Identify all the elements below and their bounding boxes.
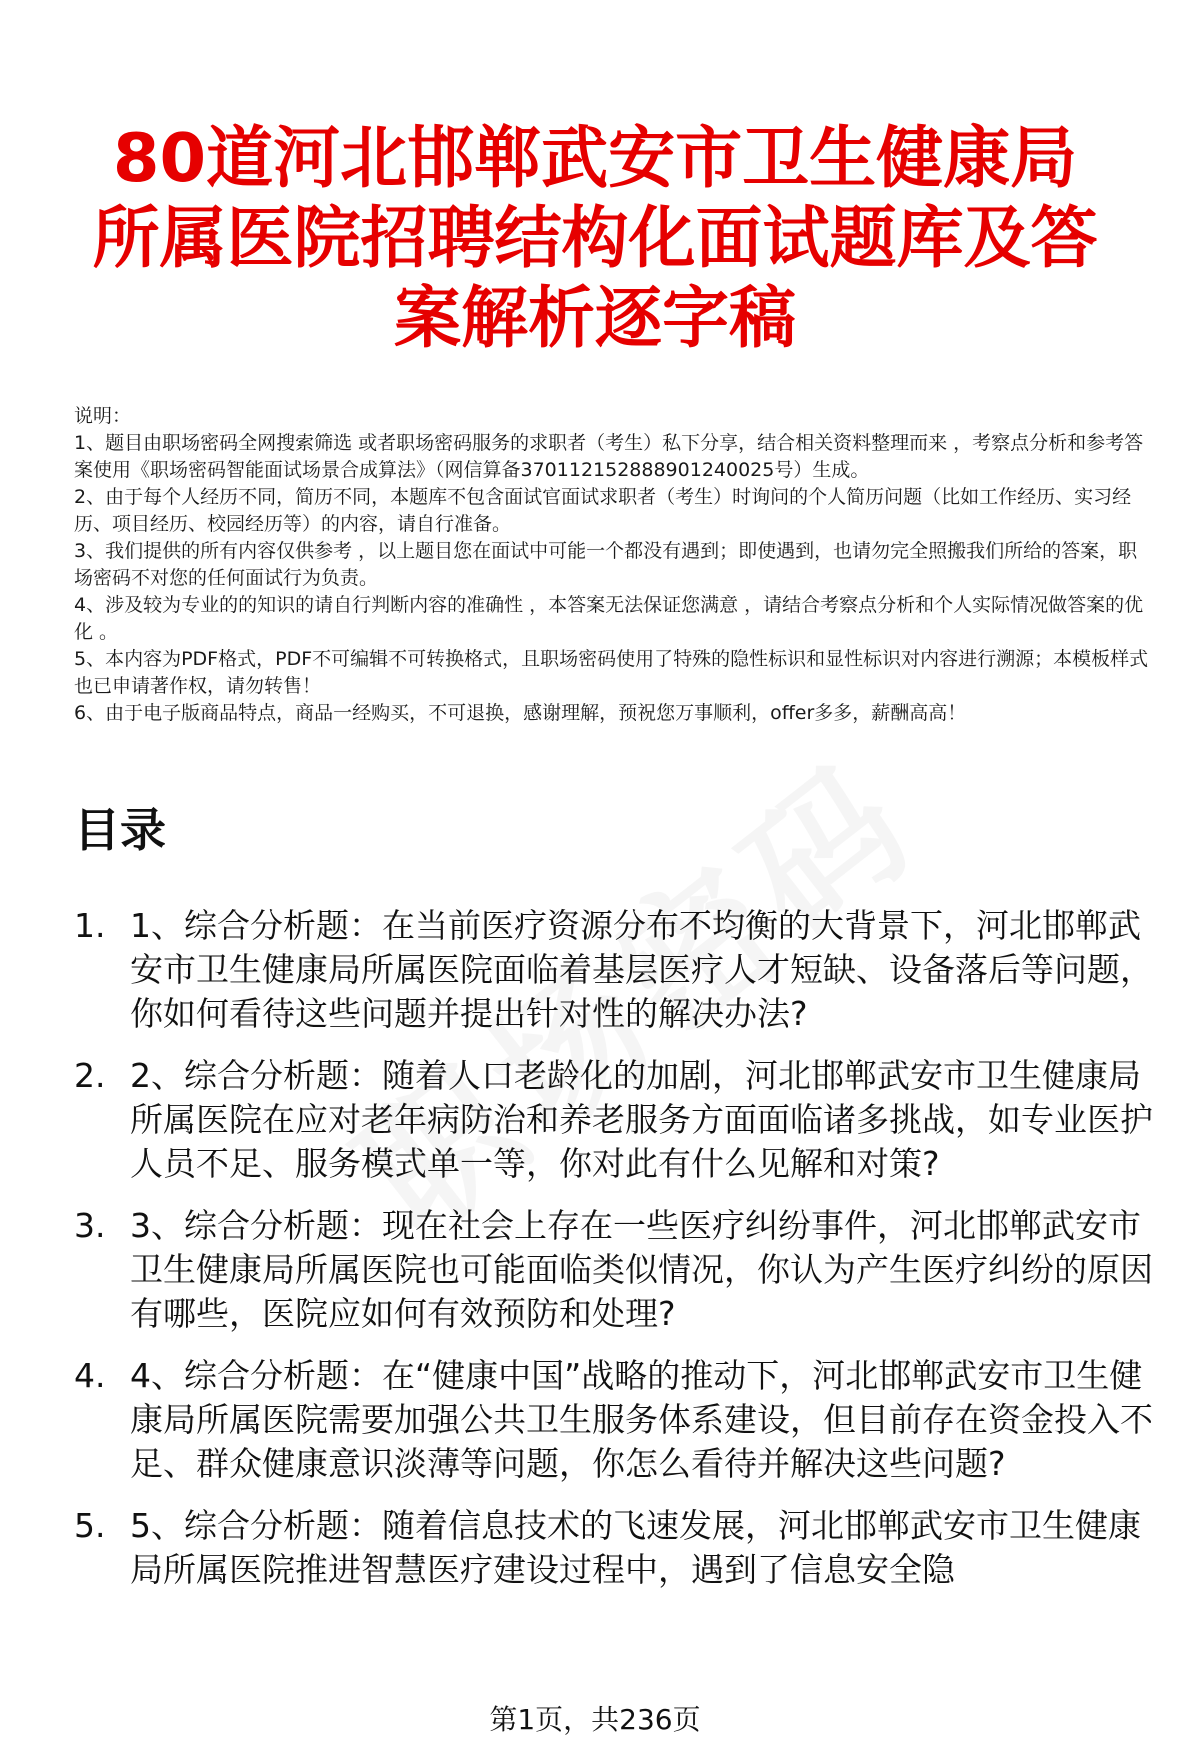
notes-section	[74, 403, 1154, 727]
toc-item-number: 2.	[74, 1056, 106, 1095]
toc-item-text: 4、综合分析题：在“健康中国”战略的推动下，河北邯郸武安市卫生健康局所属医院需要加强公共卫生服务体系建设，但目前存在资金投入不足、群众健康意识淡薄等问题，你怎么看待并解决这些问题?	[130, 1356, 1153, 1483]
toc-item-number: 1.	[74, 906, 106, 945]
toc-item-text: 2、综合分析题：随着人口老龄化的加剧，河北邯郸武安市卫生健康局所属医院在应对老年病防治和养老服务方面面临诸多挑战，如专业医护人员不足、服务模式单一等，你对此有什么见解和对策?	[130, 1056, 1153, 1183]
toc-item[interactable]	[74, 1354, 1166, 1486]
toc-item-text: 3、综合分析题：现在社会上存在一些医疗纠纷事件，河北邯郸武安市卫生健康局所属医院也可能面临类似情况，你认为产生医疗纠纷的原因有哪些，医院应如何有效预防和处理?	[130, 1206, 1153, 1333]
notes-label: 说明：	[74, 405, 132, 427]
toc-item[interactable]	[74, 1054, 1166, 1186]
toc-item-number: 5.	[74, 1506, 106, 1545]
notes-item-4: 4、涉及较为专业的的知识的请自行判断内容的准确性 ，本答案无法保证您满意 ，请结合考察点分析和个人实际情况做答案的优化 。	[74, 594, 1144, 643]
toc-item-text: 5、综合分析题：随着信息技术的飞速发展，河北邯郸武安市卫生健康局所属医院推进智慧医疗建设过程中，遇到了信息安全隐	[130, 1506, 1141, 1589]
toc-item[interactable]	[74, 1204, 1166, 1336]
notes-item-1: 1、题目由职场密码全网搜索筛选 或者职场密码服务的求职者（考生）私下分享，结合相关资料整理而来 ，考察点分析和参考答案使用《职场密码智能面试场景合成算法》（网信算备370112152888901240025号）生成。	[74, 432, 1144, 481]
notes-item-3: 3、我们提供的所有内容仅供参考 ，以上题目您在面试中可能一个都没有遇到；即使遇到，也请勿完全照搬我们所给的答案，职场密码不对您的任何面试行为负责。	[74, 540, 1138, 589]
toc-item-text: 1、综合分析题：在当前医疗资源分布不均衡的大背景下，河北邯郸武安市卫生健康局所属医院面临着基层医疗人才短缺、设备落后等问题，你如何看待这些问题并提出针对性的解决办法?	[130, 906, 1153, 1033]
toc-heading: 目录	[74, 803, 166, 857]
toc-item-number: 4.	[74, 1356, 106, 1395]
document-title: 80道河北邯郸武安市卫生健康局所属医院招聘结构化面试题库及答案解析逐字稿	[92, 119, 1098, 357]
toc-item[interactable]	[74, 1504, 1166, 1592]
notes-item-2: 2、由于每个人经历不同，简历不同，本题库不包含面试官面试求职者（考生）时询问的个人简历问题（比如工作经历、实习经历、项目经历、校园经历等）的内容，请自行准备。	[74, 486, 1132, 535]
toc-item[interactable]	[74, 904, 1166, 1036]
page-footer: 第1页，共236页	[489, 1703, 701, 1736]
notes-item-6: 6、由于电子版商品特点，商品一经购买，不可退换，感谢理解，预祝您万事顺利，offer多多，薪酬高高！	[74, 702, 967, 724]
toc-list	[74, 904, 1166, 1610]
notes-item-5: 5、本内容为PDF格式，PDF不可编辑不可转换格式，且职场密码使用了特殊的隐性标识和显性标识对内容进行溯源；本模板样式也已申请著作权，请勿转售！	[74, 648, 1149, 697]
toc-item-number: 3.	[74, 1206, 106, 1245]
